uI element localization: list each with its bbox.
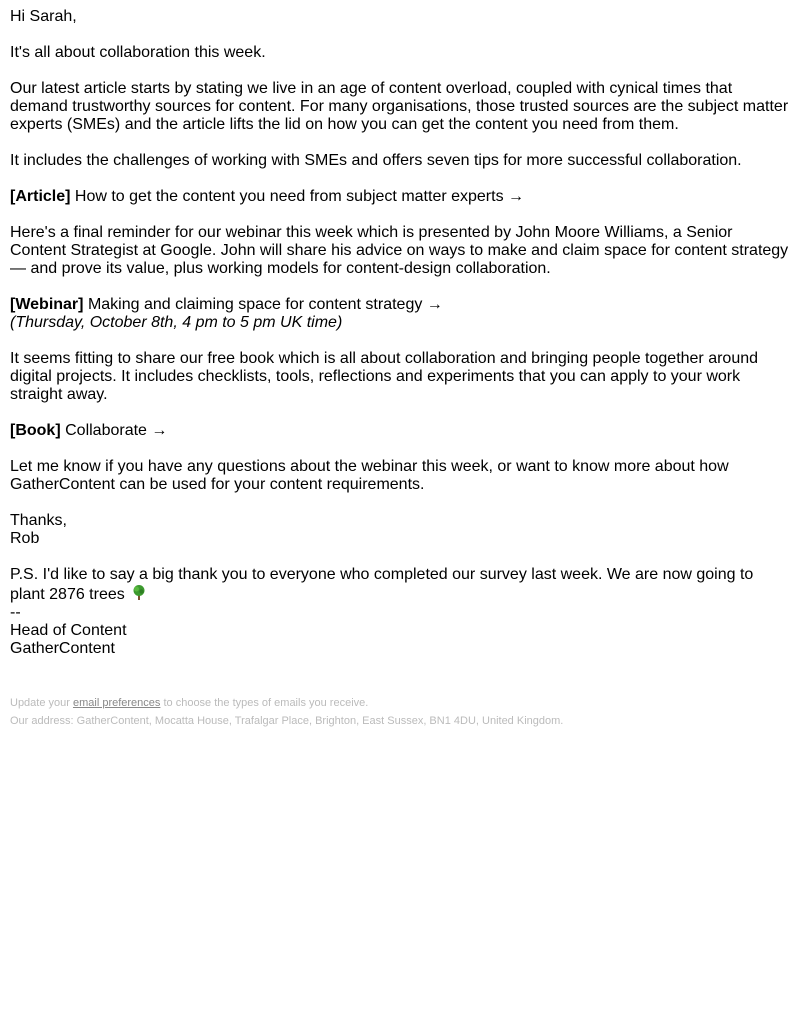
- tree-icon: [131, 584, 147, 600]
- article-link[interactable]: [10, 188, 524, 205]
- book-description: It seems fitting to share our free book which is all about collaboration and bringing people together around digital projects. It includes checklists, tools, reflections and experiments that you can apply to your work straight away.: [10, 350, 759, 403]
- book-link-paragraph: [10, 422, 790, 440]
- postscript-text: P.S. I'd like to say a big thank you to everyone who completed our survey last week. We are now going to plant 2876 trees: [10, 566, 754, 603]
- article-challenges-text: It includes the challenges of working with SMEs and offers seven tips for more successful collaboration.: [10, 152, 742, 169]
- webinar-time: (Thursday, October 8th, 4 pm to 5 pm UK time): [10, 314, 343, 331]
- closing-paragraph: Let me know if you have any questions about the webinar this week, or want to know more about how GatherContent can be used for your content requirements.: [10, 458, 729, 493]
- footer-prefs-after: to choose the types of emails you receive.: [160, 697, 369, 709]
- postscript: [10, 566, 790, 604]
- footer-prefs-before: Update your: [10, 697, 73, 709]
- intro-text: It's all about collaboration this week.: [10, 44, 266, 61]
- email-preferences-link[interactable]: email preferences: [72, 697, 161, 709]
- footer-address: Our address: GatherContent, Mocatta House, Trafalgar Place, Brighton, East Sussex, BN1 4DU, United Kingdom.: [10, 715, 564, 727]
- book-link-text: Collaborate →: [65, 422, 168, 439]
- footer-preferences: [10, 694, 790, 712]
- signature: [10, 604, 790, 658]
- webinar-tag: [Webinar]: [10, 296, 84, 313]
- greeting: Hi Sarah,: [10, 8, 77, 25]
- article-tag: [Article]: [10, 188, 71, 205]
- email-body: [10, 8, 790, 730]
- webinar-link-paragraph: [10, 296, 790, 332]
- webinar-description: Here's a final reminder for our webinar this week which is presented by John Moore Williams, a Senior Content Strategist at Google. John will share his advice on ways to make and claim space for content strategy — and prove its value, plus working models for content-design collaboration.: [10, 224, 789, 277]
- article-link-text: How to get the content you need from subject matter experts →: [74, 188, 525, 205]
- article-link-paragraph: [10, 188, 790, 206]
- book-link[interactable]: [10, 422, 167, 439]
- signoff: [10, 512, 790, 548]
- webinar-link[interactable]: [10, 296, 443, 313]
- webinar-link-text: Making and claiming space for content strategy →: [87, 296, 443, 313]
- signoff-name: Rob: [10, 530, 40, 547]
- signature-title: Head of Content: [10, 622, 127, 639]
- book-tag: [Book]: [10, 422, 61, 439]
- signature-company: GatherContent: [10, 640, 115, 657]
- article-description: Our latest article starts by stating we live in an age of content overload, coupled with cynical times that demand trustworthy sources for content. For many organisations, those trusted sources are the subject matter experts (SMEs) and the article lifts the lid on how you can get the content you need from them.: [10, 80, 789, 133]
- signature-separator: --: [10, 604, 21, 621]
- email-footer: [10, 694, 790, 730]
- signoff-thanks: Thanks,: [10, 512, 67, 529]
